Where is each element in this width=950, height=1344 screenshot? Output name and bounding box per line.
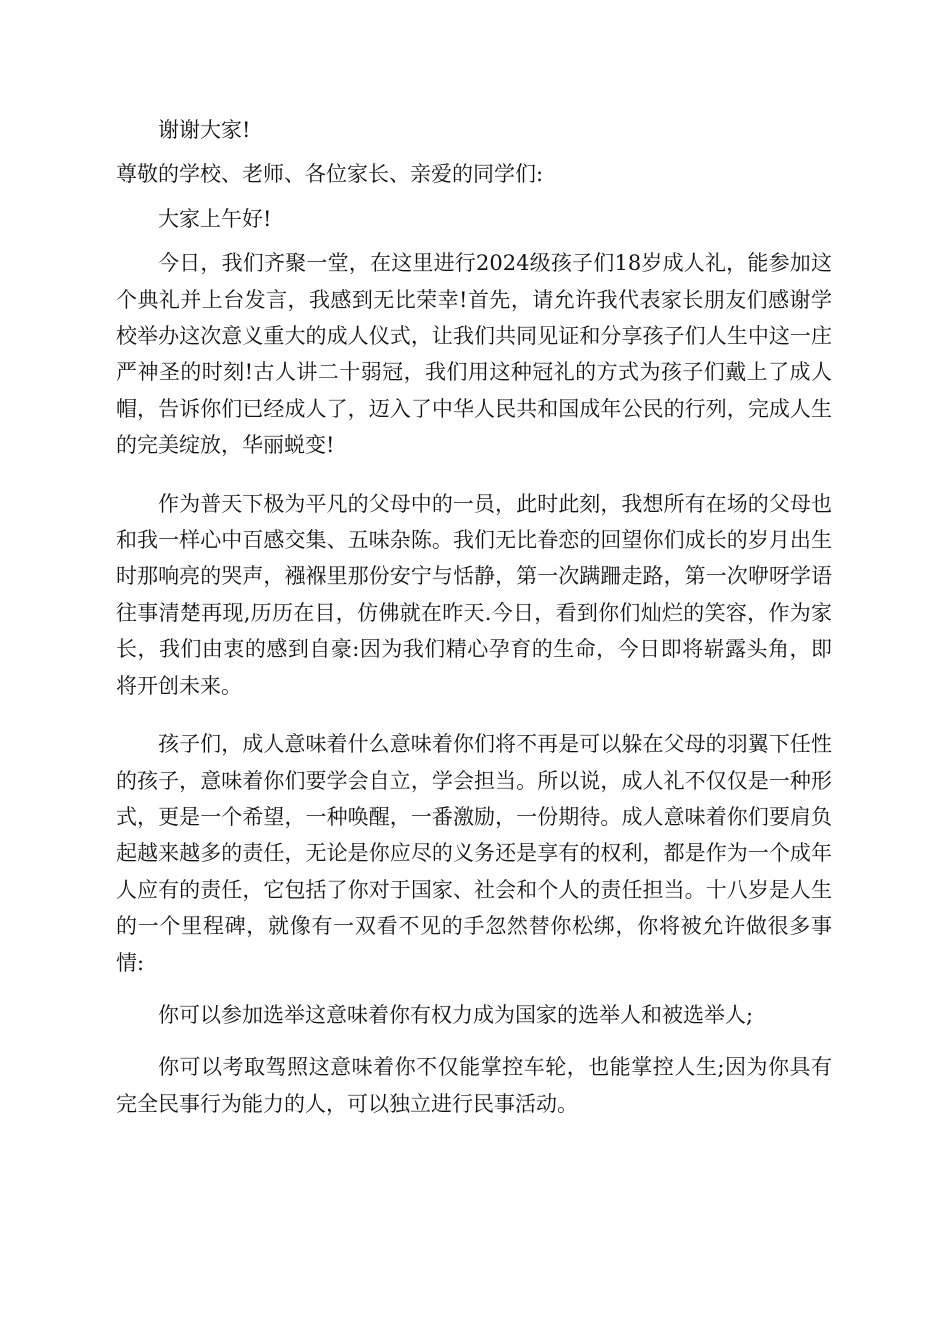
paragraph-adulthood: 孩子们，成人意味着什么意味着你们将不再是可以躲在父母的羽翼下任性的孩子，意味着你们要学会自立，学会担当。所以说，成人礼不仅仅是一种形式，更是一个希望，一种唤醒，一番激励，一份期待。成人意味着你们要肩负起越来越多的责任，无论是你应尽的义务还是享有的权利，都是作为一个成年人应有的责任，它包括了你对于国家、社会和个人的责任担当。十八岁是人生的一个里程碑，就像有一双看不见的手忽然替你松绑，你将被允许做很多事情:	[116, 732, 832, 975]
paragraph-greeting: 大家上午好!	[158, 206, 272, 231]
paragraph-parents: 作为普天下极为平凡的父母中的一员，此时此刻，我想所有在场的父母也和我一样心中百感交集、五味杂陈。我们无比眷恋的回望你们成长的岁月出生时那响亮的哭声，襁褓里那份安宁与恬静，第一次蹒跚走路，第一次咿呀学语往事清楚再现,历历在目，仿佛就在昨天.今日，看到你们灿烂的笑容，作为家长，我们由衷的感到自豪:因为我们精心孕育的生命，今日即将崭露头角，即将开创未来。	[116, 491, 832, 698]
paragraph-license: 你可以考取驾照这意味着你不仅能掌控车轮，也能掌控人生;因为你具有完全民事行为能力的人，可以独立进行民事活动。	[116, 1055, 832, 1116]
document-body	[116, 112, 832, 1122]
paragraph-salutation: 尊敬的学校、老师、各位家长、亲爱的同学们:	[116, 162, 544, 187]
paragraph-opening: 今日，我们齐聚一堂，在这里进行2024级孩子们18岁成人礼，能参加这个典礼并上台发言，我感到无比荣幸!首先，请允许我代表家长朋友们感谢学校举办这次意义重大的成人仪式，让我们共同见证和分享孩子们人生中这一庄严神圣的时刻!古人讲二十弱冠，我们用这种冠礼的方式为孩子们戴上了成人帽，告诉你们已经成人了，迈入了中华人民共和国成年公民的行列，完成人生的完美绽放，华丽蜕变!	[116, 251, 832, 458]
paragraph-thanks: 谢谢大家!	[158, 118, 251, 142]
paragraph-election: 你可以参加选举这意味着你有权力成为国家的选举人和被选举人;	[158, 1002, 754, 1027]
